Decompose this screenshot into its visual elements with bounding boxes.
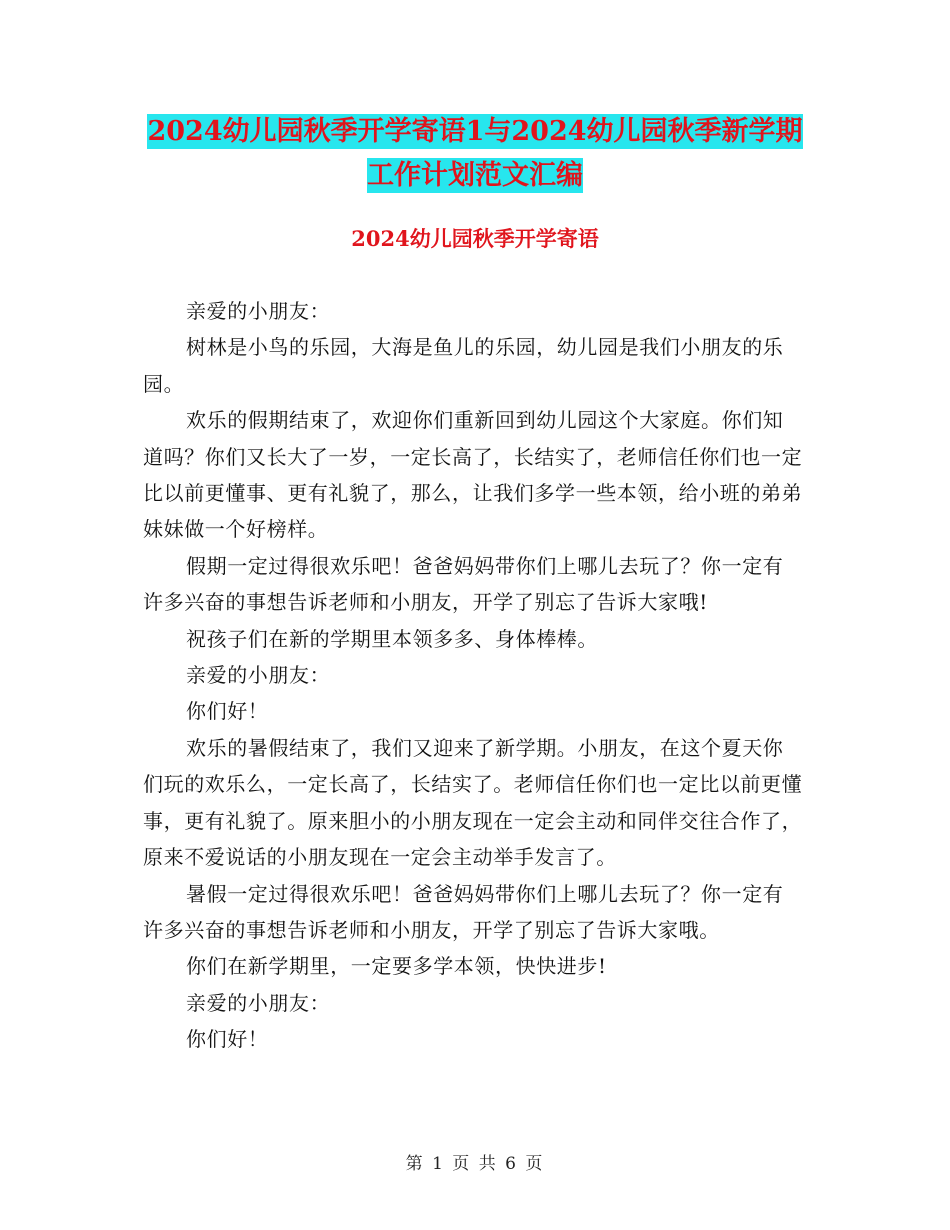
paragraph: 假期一定过得很欢乐吧！爸爸妈妈带你们上哪儿去玩了？你一定有许多兴奋的事想告诉老师和小朋友，开学了别忘了告诉大家哦!	[143, 553, 784, 615]
page-footer: 第 1 页 共 6 页	[405, 1154, 545, 1174]
paragraph: 亲爱的小朋友：	[186, 299, 331, 323]
paragraph: 欢乐的假期结束了，欢迎你们重新回到幼儿园这个大家庭。你们知道吗？你们又长大了一岁，一定长高了，长结实了，老师信任你们也一定比以前更懂事、更有礼貌了，那么，让我们多学一些本领，给小班的弟弟妹妹做一个好榜样。	[143, 408, 803, 542]
document-title-line-2: 工作计划范文汇编	[367, 160, 583, 191]
document-title-line-1: 2024幼儿园秋季开学寄语1与2024幼儿园秋季新学期	[147, 116, 803, 147]
paragraph: 你们好！	[186, 1027, 269, 1052]
paragraph: 你们好！	[186, 699, 269, 724]
paragraph: 你们在新学期里，一定要多学本领，快快进步!	[186, 954, 607, 979]
paragraph: 暑假一定过得很欢乐吧！爸爸妈妈带你们上哪儿去玩了？你一定有许多兴奋的事想告诉老师和小朋友，开学了别忘了告诉大家哦。	[143, 881, 784, 942]
document-title	[140, 110, 810, 198]
paragraph: 亲爱的小朋友：	[186, 663, 331, 688]
document-body	[143, 293, 803, 1058]
paragraph: 祝孩子们在新的学期里本领多多、身体棒棒。	[186, 626, 598, 651]
section-title: 2024幼儿园秋季开学寄语	[351, 226, 599, 251]
paragraph: 树林是小鸟的乐园，大海是鱼儿的乐园，幼儿园是我们小朋友的乐园。	[143, 335, 784, 396]
paragraph: 欢乐的暑假结束了，我们又迎来了新学期。小朋友，在这个夏天你们玩的欢乐么，一定长高了，长结实了。老师信任你们也一定比以前更懂事，更有礼貌了。原来胆小的小朋友现在一定会主动和同伴交往合作了，原来不爱说话的小朋友现在一定会主动举手发言了。	[143, 735, 803, 870]
paragraph: 亲爱的小朋友：	[186, 990, 331, 1015]
